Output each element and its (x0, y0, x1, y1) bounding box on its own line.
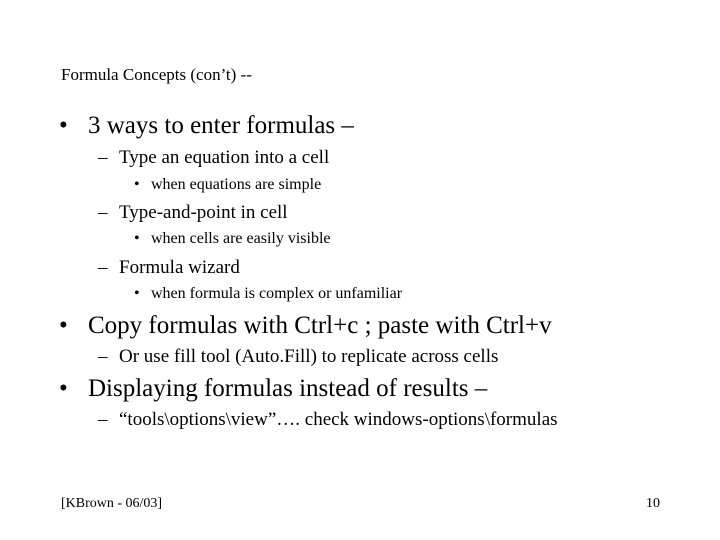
bullet-text: Displaying formulas instead of results – (88, 375, 488, 402)
sub-sub-bullet-marker: • (134, 176, 140, 193)
sub-bullet-marker: – (98, 257, 108, 278)
footer-author-date: [KBrown - 06/03] (61, 496, 163, 511)
sub-sub-bullet-text: when formula is complex or unfamiliar (151, 285, 403, 302)
sub-bullet-text: “tools\options\view”…. check windows-options\formulas (119, 409, 558, 430)
bullet-text: Copy formulas with Ctrl+c ; paste with Ctrl+v (88, 312, 552, 339)
sub-sub-bullet-text: when equations are simple (151, 176, 322, 193)
bullet-marker: • (59, 112, 68, 139)
sub-bullet-text: Type-and-point in cell (119, 202, 288, 223)
sub-bullet-text: Formula wizard (119, 257, 240, 278)
sub-bullet-marker: – (98, 147, 108, 168)
sub-sub-bullet-marker: • (134, 230, 140, 247)
page-number: 10 (646, 496, 660, 511)
bullet-marker: • (59, 312, 68, 339)
bullet-text: 3 ways to enter formulas – (88, 112, 354, 139)
slide-title: Formula Concepts (con’t) -- (61, 65, 252, 84)
bullet-marker: • (59, 375, 68, 402)
sub-bullet-marker: – (98, 346, 108, 367)
sub-sub-bullet-marker: • (134, 285, 140, 302)
sub-bullet-marker: – (98, 409, 108, 430)
sub-sub-bullet-text: when cells are easily visible (151, 230, 331, 247)
sub-bullet-text: Type an equation into a cell (119, 147, 330, 168)
sub-bullet-marker: – (98, 202, 108, 223)
sub-bullet-text: Or use fill tool (Auto.Fill) to replicate across cells (119, 346, 499, 367)
